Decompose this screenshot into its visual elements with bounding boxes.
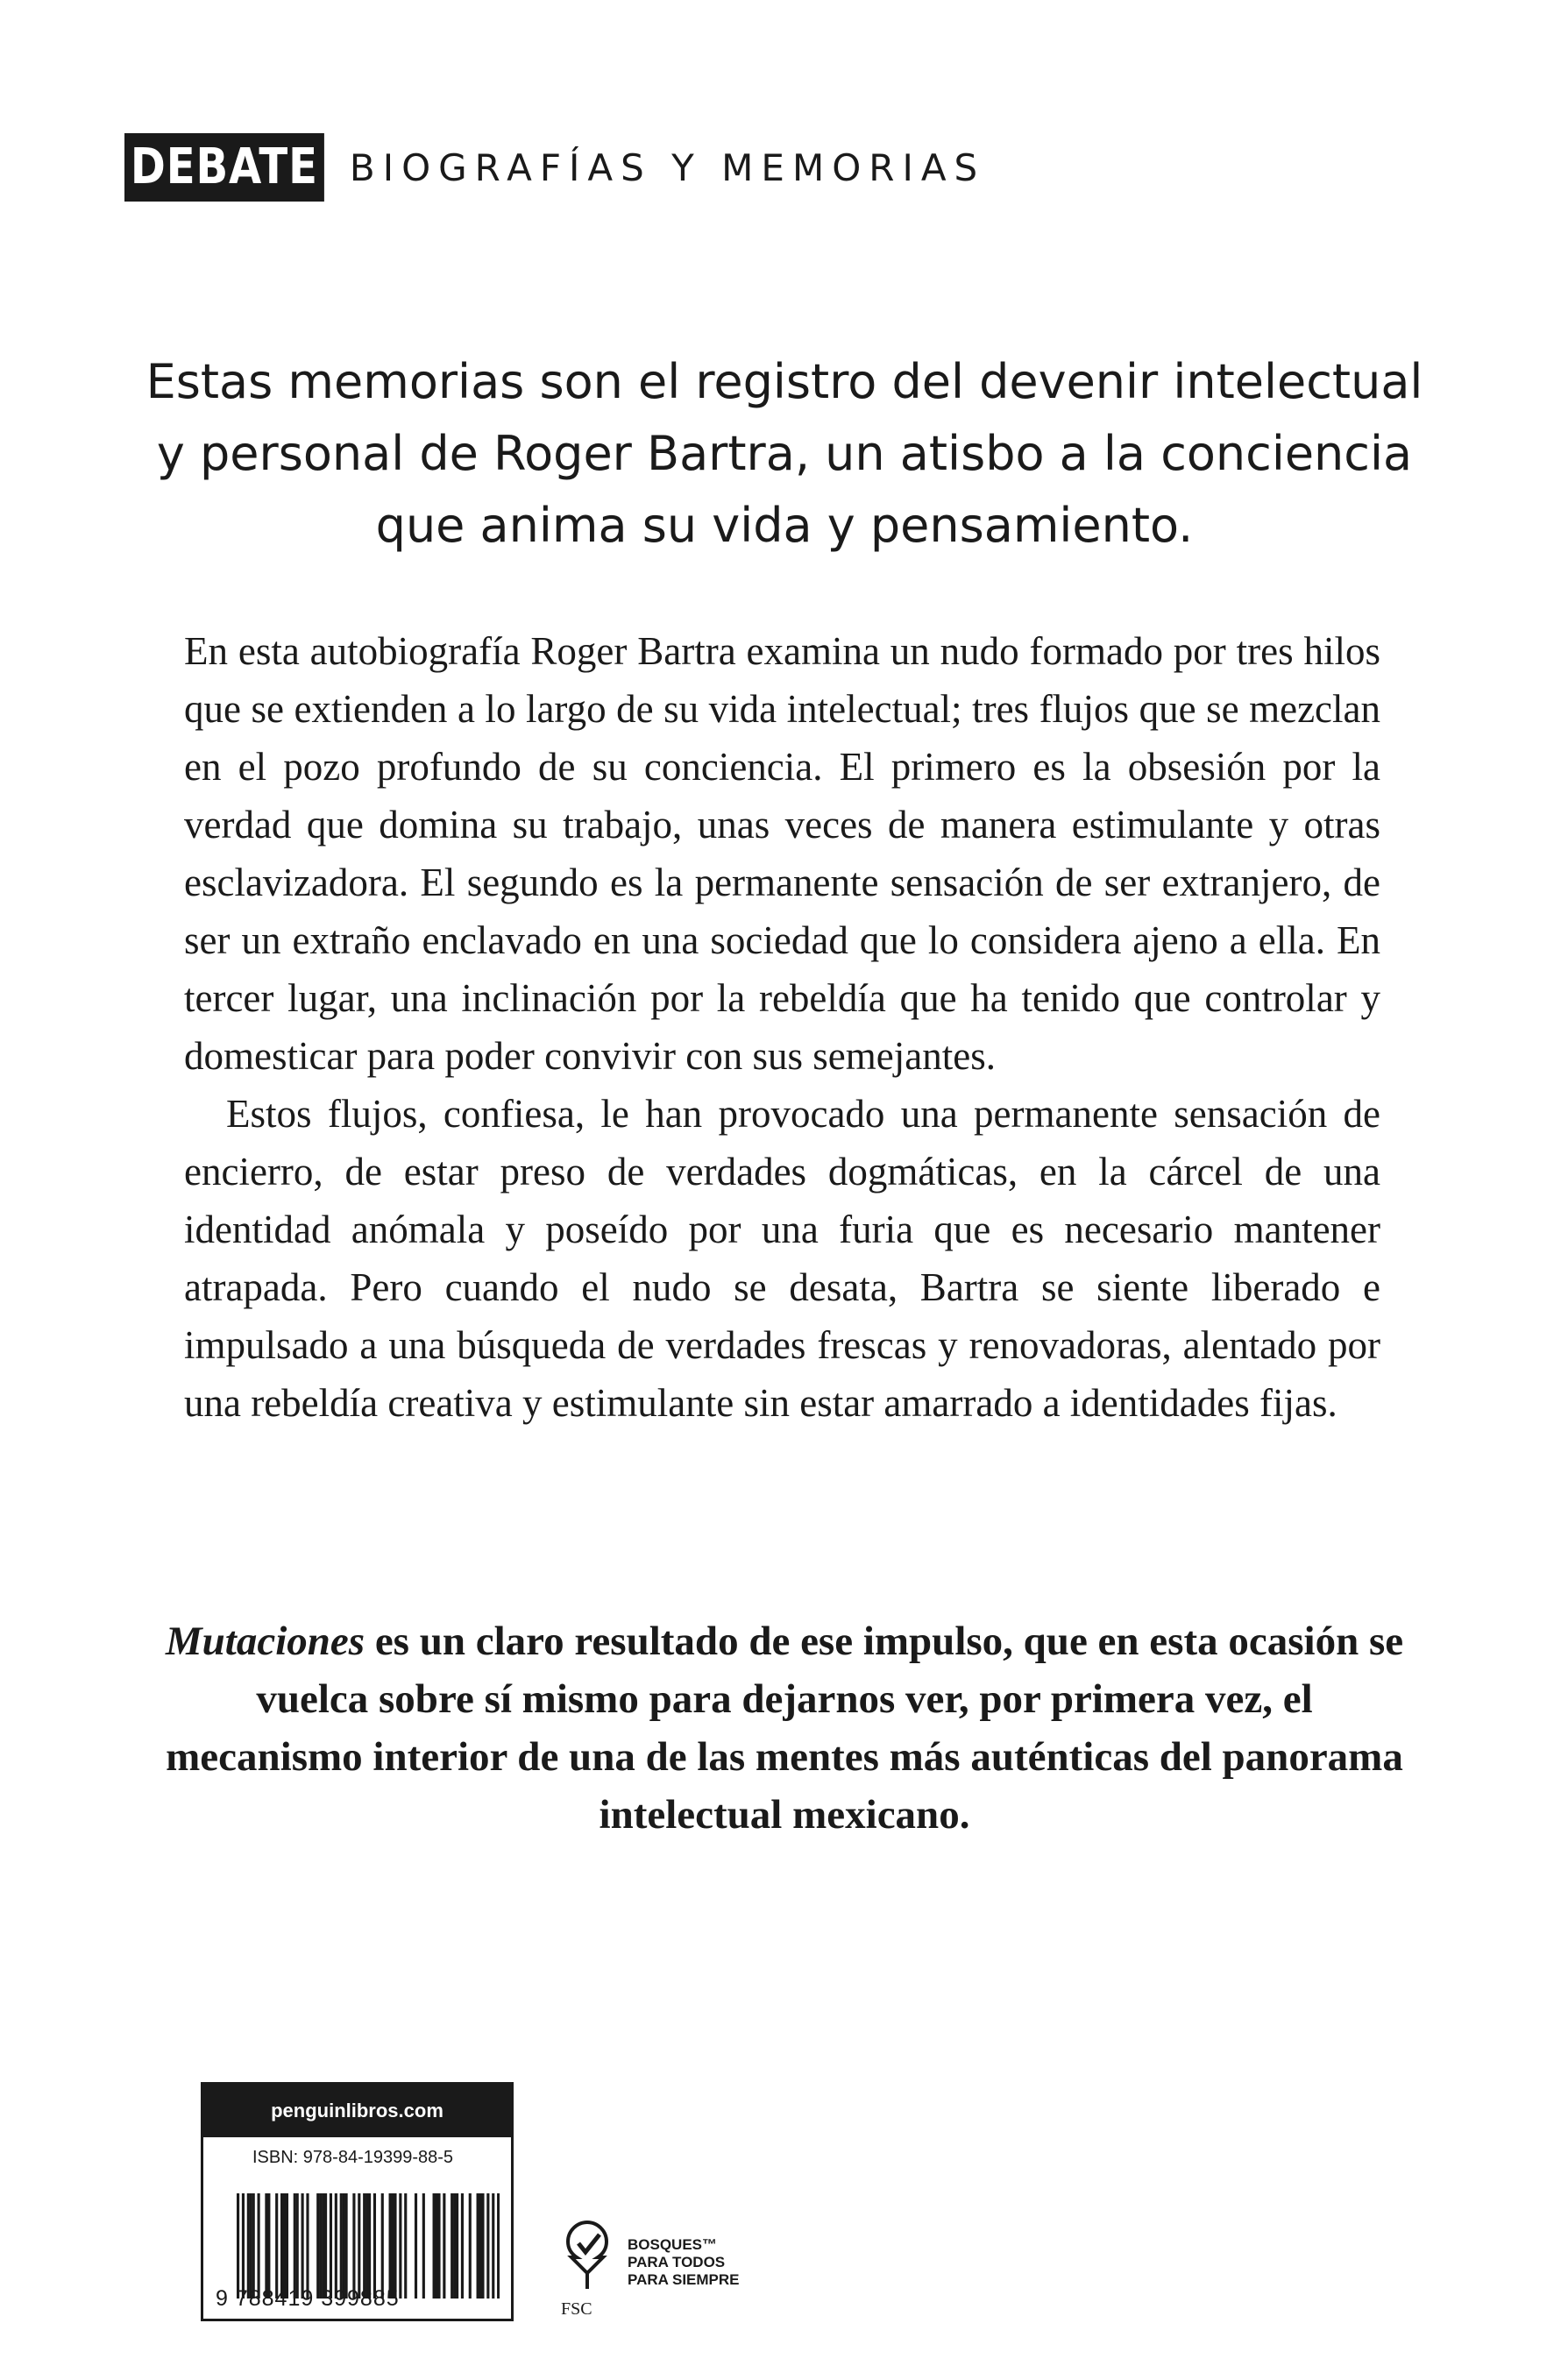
- barcode-bar: [265, 2193, 267, 2299]
- isbn-label: ISBN: 978-84-19399-88-5: [252, 2148, 454, 2167]
- fsc-slogan: [628, 2236, 740, 2289]
- barcode-bar: [481, 2193, 484, 2299]
- barcode-bar: [477, 2193, 479, 2299]
- fsc-slogan-line-2: PARA TODOS: [628, 2254, 726, 2270]
- fsc-tree-check-icon: [552, 2217, 622, 2296]
- barcode-bar: [306, 2193, 309, 2299]
- barcode-digits: 9 788419 399885: [216, 2286, 400, 2311]
- barcode-bar: [302, 2193, 304, 2299]
- barcode-bar: [296, 2193, 299, 2299]
- barcode-bar: [437, 2193, 440, 2299]
- barcode-bar: [275, 2193, 278, 2299]
- barcode-bar: [492, 2193, 494, 2299]
- barcode-bar: [365, 2193, 368, 2299]
- barcode-bar: [461, 2193, 464, 2299]
- barcode-bar: [381, 2193, 384, 2299]
- barcode-block: [201, 2082, 514, 2321]
- publisher-logo: DEBATE: [124, 133, 324, 202]
- publisher-url: penguinlibros.com: [203, 2085, 511, 2137]
- barcode-bar: [391, 2193, 394, 2299]
- barcode-bar: [399, 2193, 401, 2299]
- closing-statement: [158, 1612, 1411, 1844]
- barcode-bar: [479, 2193, 481, 2299]
- barcode-bar: [316, 2193, 319, 2299]
- barcode-bar: [340, 2193, 343, 2299]
- barcode-bar: [394, 2193, 396, 2299]
- tagline: Estas memorias son el registro del devenir intelectual y personal de Roger Bartra, un atisbo a la conciencia que anima su vida y pensamiento.: [145, 354, 1423, 553]
- barcode-bar: [451, 2193, 453, 2299]
- barcode-bar: [352, 2193, 355, 2299]
- fsc-label: FSC: [561, 2299, 592, 2319]
- barcode-bar: [363, 2193, 365, 2299]
- barcode-bar: [368, 2193, 371, 2299]
- barcode-bar: [373, 2193, 376, 2299]
- synopsis-paragraph-1: En esta autobiografía Roger Bartra examina un nudo formado por tres hilos que se extienden a lo largo de su vida intelectual; tres flujos que se mezclan en el pozo profundo de su conciencia. El primero es la obsesión por la verdad que domina su trabajo, unas veces de manera estimulante y otras esclavizadora. El segundo es la permanente sensación de ser extranjero, de ser un extraño enclavado en una sociedad que lo considera ajeno a ella. En tercer lugar, una inclinación por la rebeldía que ha tenido que controlar y domesticar para poder convivir con sus semejantes.: [184, 629, 1380, 1078]
- barcode-bar: [343, 2193, 345, 2299]
- barcode-bar: [258, 2193, 260, 2299]
- book-title: Mutaciones: [165, 1619, 365, 1664]
- barcode-bar: [486, 2193, 489, 2299]
- barcode-bar: [345, 2193, 348, 2299]
- barcode-bar: [335, 2193, 337, 2299]
- barcode-bar: [286, 2193, 288, 2299]
- barcode-bar: [422, 2193, 425, 2299]
- barcode-bar: [324, 2193, 327, 2299]
- barcode-bar: [267, 2193, 270, 2299]
- closing-text: es un claro resultado de ese impulso, que en esta ocasión se vuelca sobre sí mismo para dejarnos ver, por primera vez, el mecanismo interior de una de las mentes más auténticas del panorama intelectual mexicano.: [166, 1619, 1404, 1838]
- barcode-bar: [247, 2193, 250, 2299]
- barcode-icon: [237, 2193, 500, 2299]
- barcode-bar: [404, 2193, 407, 2299]
- fsc-mark: [552, 2217, 798, 2322]
- series-name: BIOGRAFÍAS Y MEMORIAS: [349, 145, 986, 189]
- barcode-bar: [250, 2193, 252, 2299]
- barcode-bar: [294, 2193, 296, 2299]
- barcode-bar: [280, 2193, 283, 2299]
- barcode-bar: [435, 2193, 437, 2299]
- barcode-bar: [242, 2193, 245, 2299]
- barcode-bar: [433, 2193, 436, 2299]
- synopsis: [184, 622, 1380, 1432]
- barcode-bar: [389, 2193, 392, 2299]
- barcode-bar: [322, 2193, 324, 2299]
- synopsis-paragraph-2: Estos flujos, confiesa, le han provocado una permanente sensación de encierro, de estar preso de verdades dogmáticas, en la cárcel de una identidad anómala y poseído por una furia que es necesario mantener atrapada. Pero cuando el nudo se desata, Bartra se siente liberado e impulsado a una búsqueda de verdades frescas y renovadoras, alentado por una rebeldía creativa y estimulante sin estar amarrado a identidades fijas.: [184, 1092, 1380, 1425]
- barcode-bar: [469, 2193, 472, 2299]
- fsc-slogan-line-1: BOSQUES™: [628, 2236, 718, 2253]
- barcode-bar: [358, 2193, 360, 2299]
- barcode-bar: [456, 2193, 458, 2299]
- barcode-bar: [443, 2193, 445, 2299]
- imprint-header: [124, 133, 985, 202]
- barcode-bar: [283, 2193, 286, 2299]
- barcode-bar: [252, 2193, 255, 2299]
- barcode-bar: [319, 2193, 322, 2299]
- fsc-slogan-line-3: PARA SIEMPRE: [628, 2271, 740, 2288]
- barcode-bar: [497, 2193, 500, 2299]
- barcode-bar: [453, 2193, 456, 2299]
- barcode-bar: [237, 2193, 239, 2299]
- barcode-bar: [415, 2193, 417, 2299]
- barcode-bar: [330, 2193, 332, 2299]
